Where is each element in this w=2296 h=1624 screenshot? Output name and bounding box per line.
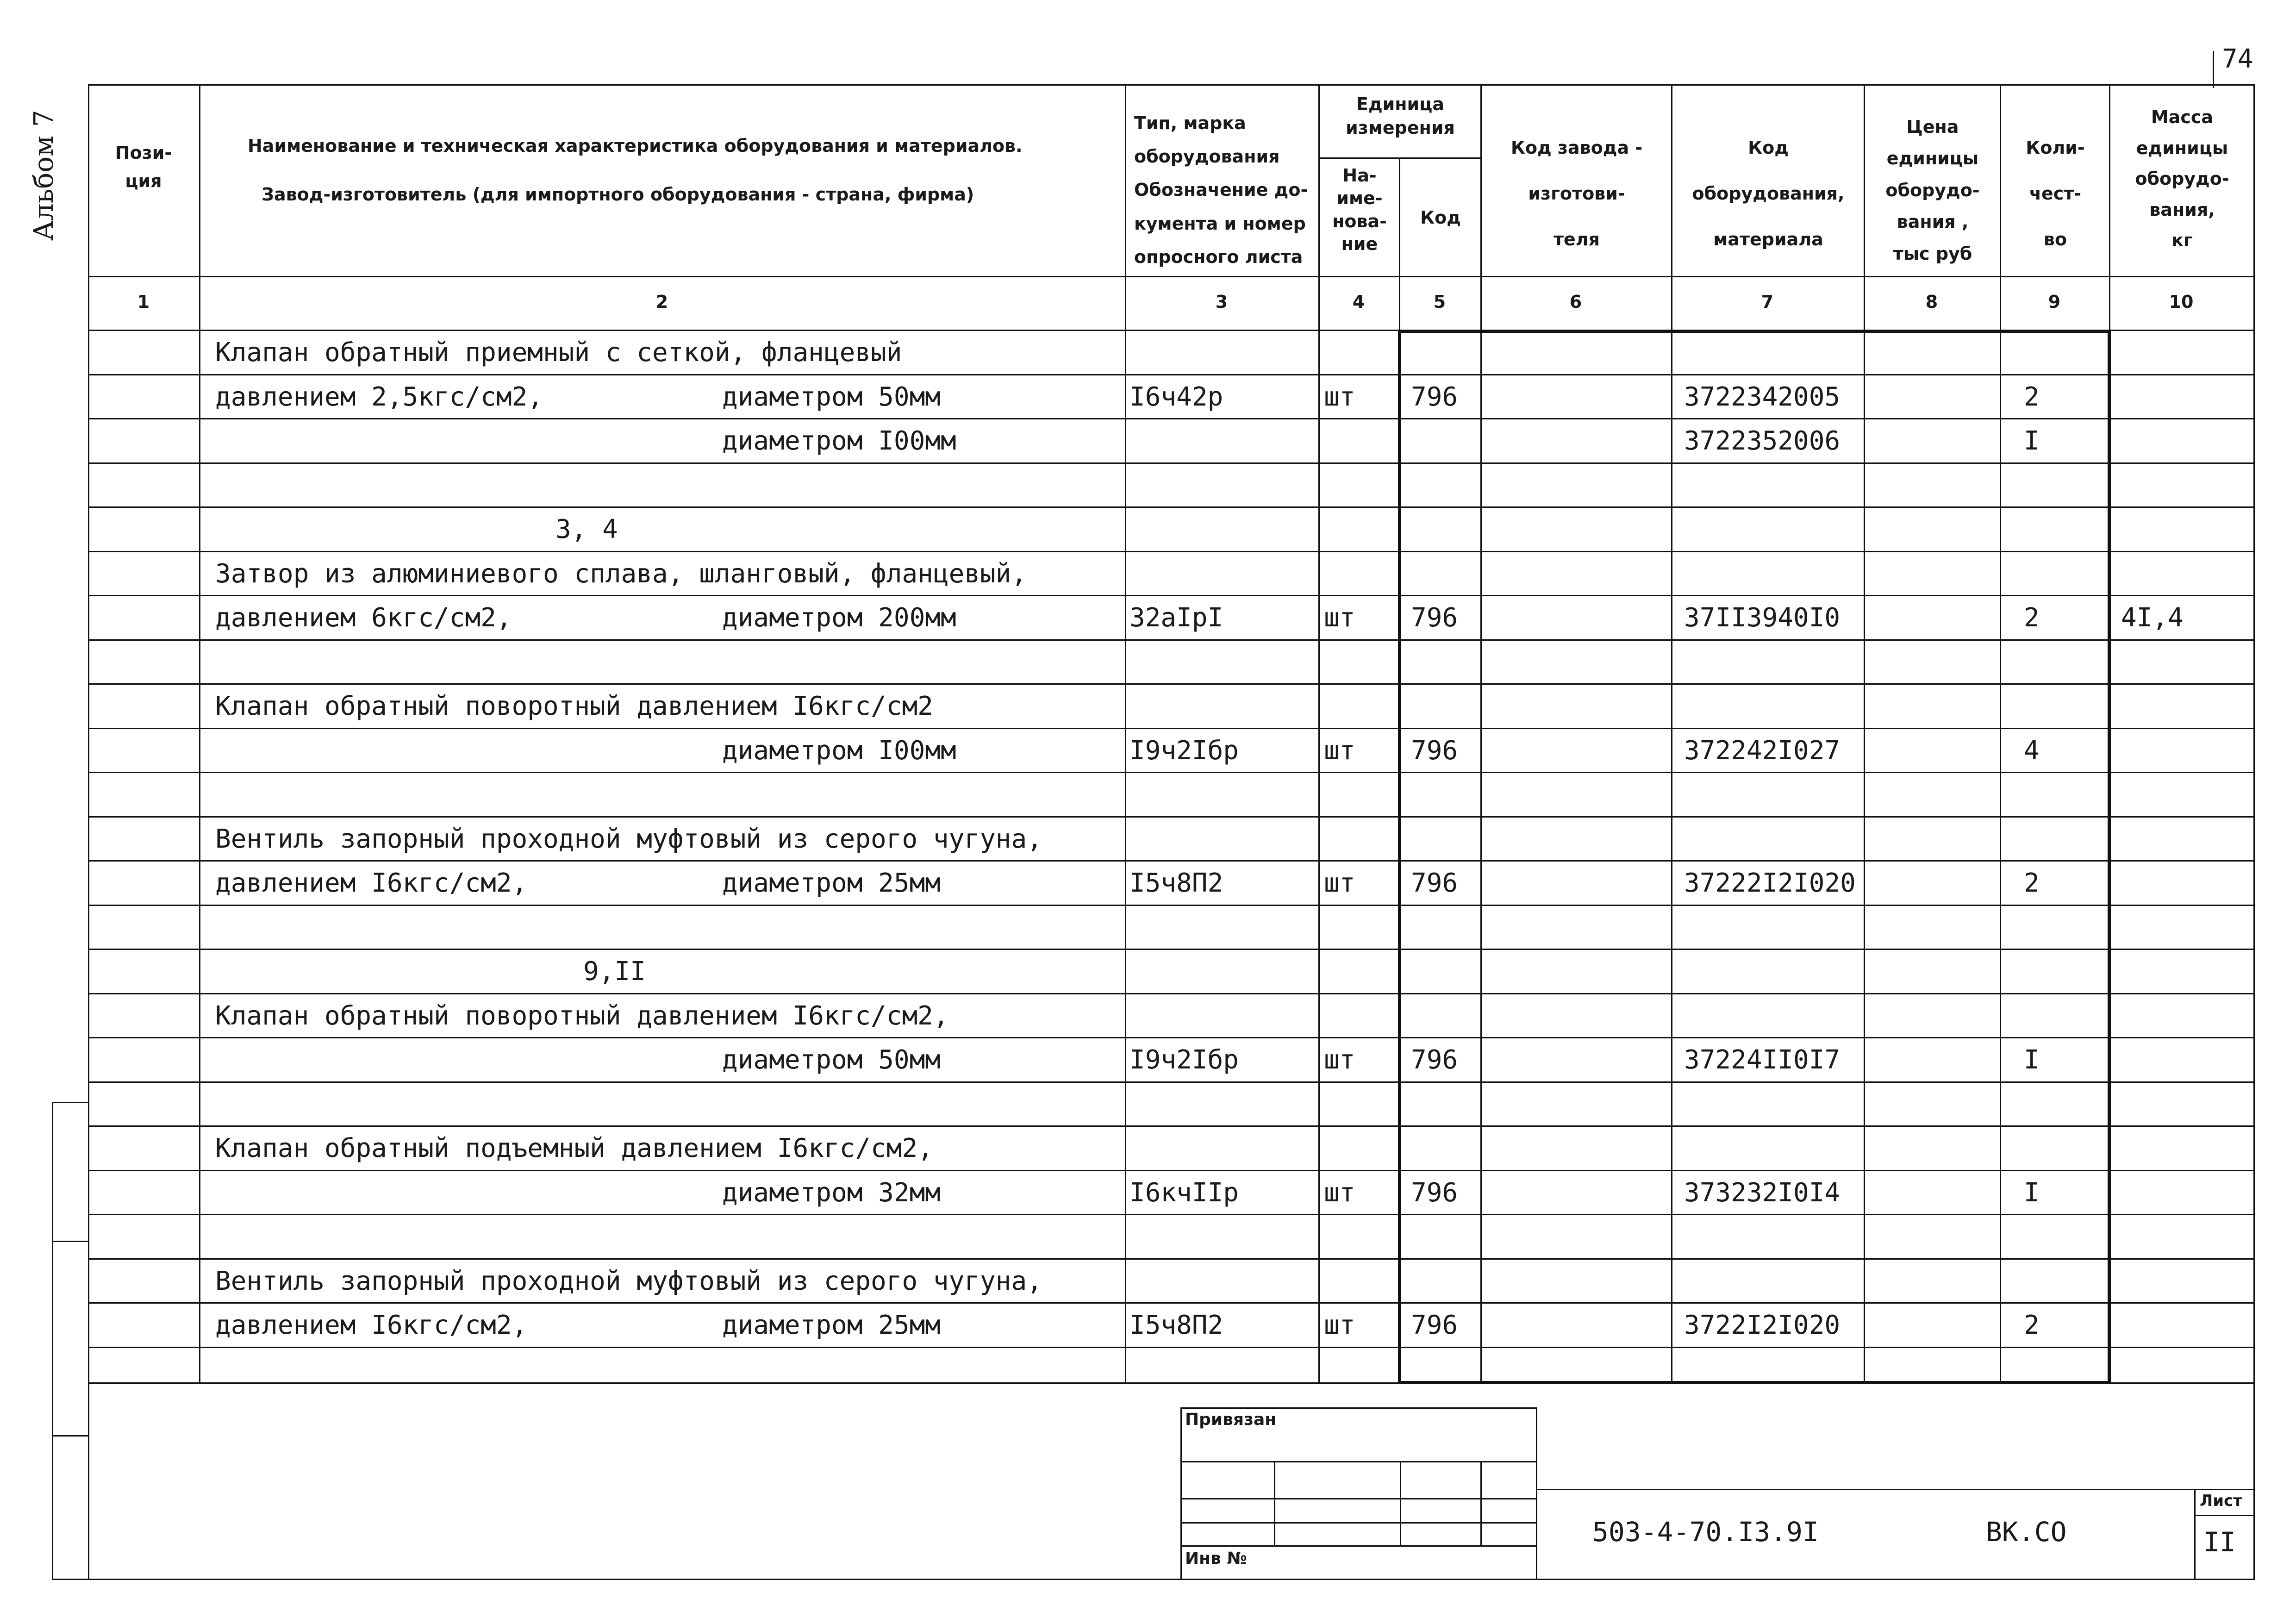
table-right-border xyxy=(2253,84,2255,1384)
header-text: ция xyxy=(125,170,162,191)
cell-unit: шт xyxy=(1324,868,1355,898)
cell-equip: 3722I2I020 xyxy=(1684,1310,1841,1340)
doc-code: 503-4-70.I3.9I xyxy=(1592,1516,1819,1548)
page-number-tick xyxy=(2213,51,2214,88)
row-separator xyxy=(88,949,2254,950)
header-text: изготови- xyxy=(1528,183,1625,204)
margin-strip-line xyxy=(52,1241,89,1242)
thick-top xyxy=(1398,330,2111,333)
cell-code: 796 xyxy=(1411,736,1458,766)
cell-name: Вентиль запорный проходной муфтовый из серого чугуна, xyxy=(215,824,1042,854)
row-separator xyxy=(88,1214,2254,1215)
linked-box-line xyxy=(1180,1522,1537,1524)
linked-box-divider xyxy=(1400,1461,1401,1545)
linked-box-left xyxy=(1180,1407,1182,1580)
col-divider-7 xyxy=(1864,84,1865,1384)
cell-equip: 373232I0I4 xyxy=(1684,1178,1841,1208)
row-separator xyxy=(88,1170,2254,1171)
header-text: Цена xyxy=(1906,117,1959,137)
cell-dia: диаметром 32мм xyxy=(722,1178,941,1208)
header-price xyxy=(1866,111,2000,269)
thick-left xyxy=(1398,330,1401,1384)
col-divider-6 xyxy=(1671,84,1672,1384)
header-text: единицы xyxy=(1886,148,1979,169)
col-divider-8 xyxy=(2000,84,2001,1384)
row-separator xyxy=(88,683,2254,685)
unit-subheader-line xyxy=(1318,157,1480,159)
row-separator xyxy=(88,816,2254,818)
linked-box-line xyxy=(1180,1498,1537,1499)
linked-box-line xyxy=(1180,1545,1537,1547)
inv-label: Инв № xyxy=(1185,1549,1247,1568)
header-text: измерения xyxy=(1346,118,1455,138)
margin-strip-left xyxy=(52,1102,53,1580)
header-text: оборудования xyxy=(1134,146,1280,167)
cell-name: 3, 4 xyxy=(555,514,618,544)
stamp-right-border xyxy=(2253,1382,2255,1580)
colnum-3: 3 xyxy=(1215,292,1228,312)
cell-qty: I xyxy=(2024,1178,2040,1208)
row-separator xyxy=(88,1347,2254,1348)
row-separator xyxy=(88,506,2254,508)
header-text: Коли- xyxy=(2026,137,2085,158)
doc-code-top xyxy=(1536,1489,2254,1490)
header-text: во xyxy=(2043,229,2067,250)
header-text: теля xyxy=(1553,229,1600,250)
cell-name: 9,II xyxy=(583,956,646,987)
cell-type: I9ч2Iбр xyxy=(1129,1045,1239,1075)
cell-unit: шт xyxy=(1324,736,1355,766)
col-divider-2 xyxy=(1125,84,1126,1384)
header-position xyxy=(90,139,197,195)
colnum-6: 6 xyxy=(1569,292,1582,312)
header-text: Код xyxy=(1748,137,1789,158)
header-text: Обозначение до- xyxy=(1134,180,1308,200)
cell-code: 796 xyxy=(1411,1045,1458,1075)
col-divider-1 xyxy=(199,84,200,1384)
col-divider-5 xyxy=(1480,84,1482,1384)
cell-qty: 2 xyxy=(2024,868,2040,898)
cell-qty: I xyxy=(2024,426,2040,456)
cell-name: давлением 2,5кгс/см2, xyxy=(215,382,543,412)
colnum-9: 9 xyxy=(2048,292,2061,312)
cell-type: 32аIрI xyxy=(1129,603,1223,633)
colnum-4: 4 xyxy=(1352,292,1365,312)
margin-strip-line xyxy=(52,1102,89,1103)
col-divider-3 xyxy=(1318,84,1320,1384)
cell-code: 796 xyxy=(1411,382,1458,412)
stamp-bottom-border xyxy=(52,1579,2255,1580)
row-separator xyxy=(88,728,2254,729)
linked-box-divider xyxy=(1480,1461,1482,1545)
header-text: На- xyxy=(1342,165,1377,186)
header-text: нова- xyxy=(1332,211,1387,231)
header-text: Единица xyxy=(1356,94,1444,114)
header-name-line1: Наименование и техническая характеристика оборудования и материалов. xyxy=(248,136,1023,156)
row-separator xyxy=(88,1037,2254,1038)
header-quantity xyxy=(2002,125,2109,262)
cell-dia: диаметром 25мм xyxy=(722,1310,941,1340)
cell-code: 796 xyxy=(1411,868,1458,898)
header-text: кг xyxy=(2171,230,2193,250)
header-text: оборудо- xyxy=(2135,169,2229,189)
header-factory-code xyxy=(1482,125,1671,262)
sheet-number: II xyxy=(2203,1526,2236,1558)
header-text: опросного листа xyxy=(1134,246,1303,267)
cell-name: давлением 6кгс/см2, xyxy=(215,603,512,633)
row-separator xyxy=(88,595,2254,596)
cell-dia: диаметром 200мм xyxy=(722,603,956,633)
row-separator xyxy=(88,551,2254,552)
cell-name: Клапан обратный подъемный давлением I6кгс/см2, xyxy=(215,1133,933,1163)
header-equipment-code xyxy=(1673,125,1864,262)
header-text: оборудования, xyxy=(1692,183,1845,204)
section-code: ВК.СО xyxy=(1986,1516,2067,1548)
cell-type: I6ч42р xyxy=(1129,382,1223,412)
row-separator xyxy=(88,905,2254,906)
linked-box-top xyxy=(1180,1407,1537,1409)
cell-unit: шт xyxy=(1324,1310,1355,1340)
cell-type: I6кчIIр xyxy=(1129,1178,1239,1208)
cell-equip: 37222I2I020 xyxy=(1684,868,1856,898)
cell-code: 796 xyxy=(1411,1310,1458,1340)
table-top-border xyxy=(88,84,2254,86)
margin-strip-line xyxy=(52,1435,89,1437)
row-separator xyxy=(88,1081,2254,1083)
cell-name: давлением I6кгс/см2, xyxy=(215,868,528,898)
linked-box-right xyxy=(1536,1407,1537,1580)
sheet-box-line xyxy=(2194,1515,2254,1516)
cell-name: Клапан обратный приемный с сеткой, фланцевый xyxy=(215,337,902,368)
colnum-7: 7 xyxy=(1761,292,1774,312)
header-name-line2: Завод-изготовитель (для импортного оборудования - страна, фирма) xyxy=(262,184,974,205)
cell-dia: диаметром 25мм xyxy=(722,868,941,898)
header-text: материала xyxy=(1713,229,1823,250)
header-bottom-border xyxy=(88,276,2254,277)
linked-box-line xyxy=(1180,1461,1537,1462)
row-separator xyxy=(88,1258,2254,1260)
cell-unit: шт xyxy=(1324,1178,1355,1208)
cell-code: 796 xyxy=(1411,603,1458,633)
header-text: вания , xyxy=(1897,212,1969,232)
cell-name: Клапан обратный поворотный давлением I6кгс/см2, xyxy=(215,1001,949,1031)
thick-right xyxy=(2108,330,2111,1384)
row-separator xyxy=(88,993,2254,994)
row-separator xyxy=(88,462,2254,464)
cell-equip: 37II3940I0 xyxy=(1684,603,1841,633)
sheet-label: Лист xyxy=(2200,1492,2242,1510)
row-separator xyxy=(88,639,2254,641)
sheet-box-left xyxy=(2194,1489,2196,1580)
cell-qty: 4 xyxy=(2024,736,2040,766)
header-text: единицы xyxy=(2136,137,2228,158)
cell-type: I5ч8П2 xyxy=(1129,868,1223,898)
header-text: име- xyxy=(1336,188,1383,209)
header-unit-code: Код xyxy=(1420,207,1461,228)
cell-dia: диаметром I00мм xyxy=(722,426,956,456)
table-bottom-border xyxy=(88,1382,2254,1384)
cell-equip: 37224II0I7 xyxy=(1684,1045,1841,1075)
album-label: Альбом 7 xyxy=(28,110,59,241)
header-unit xyxy=(1320,93,1480,140)
cell-type: I5ч8П2 xyxy=(1129,1310,1223,1340)
page-number: 74 xyxy=(2222,44,2253,74)
cell-qty: 2 xyxy=(2024,382,2040,412)
header-text: Код завода - xyxy=(1510,137,1643,158)
cell-equip: 3722342005 xyxy=(1684,382,1841,412)
cell-equip: 372242I027 xyxy=(1684,736,1841,766)
header-text: Пози- xyxy=(115,143,172,163)
header-unit-name xyxy=(1320,164,1399,256)
cell-name: Вентиль запорный проходной муфтовый из серого чугуна, xyxy=(215,1266,1042,1296)
row-separator xyxy=(88,772,2254,773)
cell-qty: 2 xyxy=(2024,1310,2040,1340)
row-separator xyxy=(88,418,2254,419)
header-text: оборудо- xyxy=(1885,180,1980,200)
header-text: Масса xyxy=(2151,107,2214,127)
linked-box-divider xyxy=(1274,1461,1275,1545)
row-separator xyxy=(88,860,2254,862)
header-text: Тип, марка xyxy=(1134,113,1246,133)
cell-dia: диаметром I00мм xyxy=(722,736,956,766)
header-text: чест- xyxy=(2029,183,2082,204)
colnum-2: 2 xyxy=(655,292,668,312)
colnum-8: 8 xyxy=(1925,292,1938,312)
row-separator xyxy=(88,1125,2254,1127)
header-text: ние xyxy=(1341,234,1378,255)
cell-dia: диаметром 50мм xyxy=(722,382,941,412)
cell-name: Затвор из алюминиевого сплава, шланговый, фланцевый, xyxy=(215,559,1027,589)
cell-unit: шт xyxy=(1324,1045,1355,1075)
cell-qty: 2 xyxy=(2024,603,2040,633)
cell-name: давлением I6кгс/см2, xyxy=(215,1310,528,1340)
row-separator xyxy=(88,1302,2254,1304)
cell-unit: шт xyxy=(1324,603,1355,633)
header-text: вания, xyxy=(2149,199,2215,220)
header-text: тыс руб xyxy=(1893,243,1972,264)
colnum-1: 1 xyxy=(137,292,150,312)
colnum-10: 10 xyxy=(2169,292,2194,312)
cell-mass: 4I,4 xyxy=(2121,603,2184,633)
cell-qty: I xyxy=(2024,1045,2040,1075)
colnum-5: 5 xyxy=(1433,292,1446,312)
linked-label: Привязан xyxy=(1185,1410,1277,1429)
cell-code: 796 xyxy=(1411,1178,1458,1208)
row-separator xyxy=(88,374,2254,375)
header-text: кумента и номер xyxy=(1134,213,1306,234)
header-mass xyxy=(2111,102,2253,256)
cell-dia: диаметром 50мм xyxy=(722,1045,941,1075)
header-type xyxy=(1134,106,1308,274)
cell-name: Клапан обратный поворотный давлением I6кгс/см2 xyxy=(215,691,933,721)
cell-unit: шт xyxy=(1324,382,1355,412)
cell-equip: 3722352006 xyxy=(1684,426,1841,456)
cell-type: I9ч2Iбр xyxy=(1129,736,1239,766)
